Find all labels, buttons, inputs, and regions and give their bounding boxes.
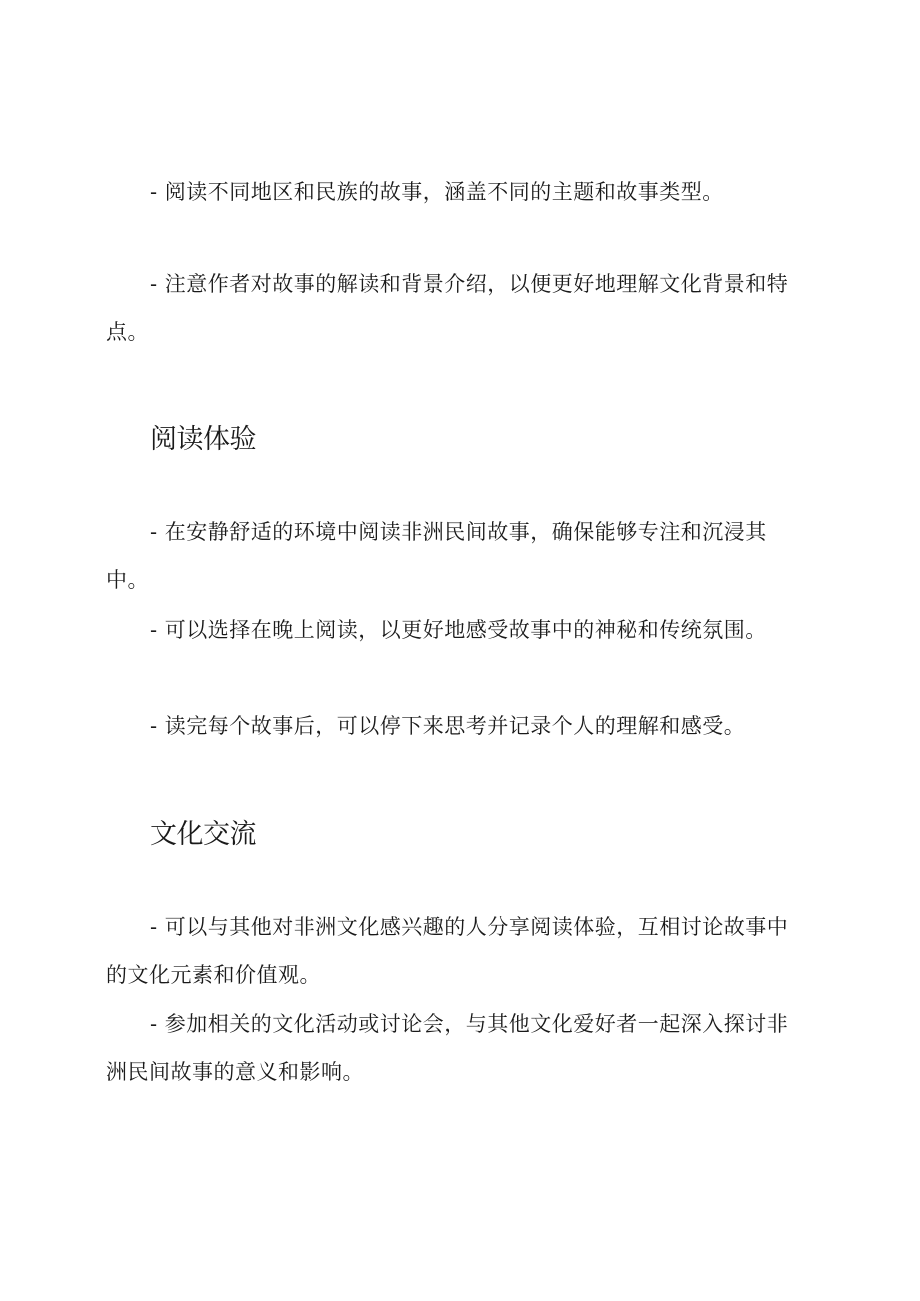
bullet-paragraph: - 在安静舒适的环境中阅读非洲民间故事，确保能够专注和沉浸其中。 xyxy=(106,520,767,592)
section-heading-cultural-exchange: 文化交流 xyxy=(150,819,256,850)
bullet-paragraph: - 读完每个故事后，可以停下来思考并记录个人的理解和感受。 xyxy=(150,714,746,738)
bullet-paragraph: - 参加相关的文化活动或讨论会，与其他文化爱好者一起深入探讨非洲民间故事的意义和影响。 xyxy=(106,1012,789,1084)
bullet-paragraph: - 可以与其他对非洲文化感兴趣的人分享阅读体验，互相讨论故事中的文化元素和价值观。 xyxy=(106,915,789,987)
bullet-paragraph: - 注意作者对故事的解读和背景介绍，以便更好地理解文化背景和特点。 xyxy=(106,272,789,344)
bullet-paragraph: - 可以选择在晚上阅读，以更好地感受故事中的神秘和传统氛围。 xyxy=(150,618,767,642)
bullet-paragraph: - 阅读不同地区和民族的故事，涵盖不同的主题和故事类型。 xyxy=(150,180,724,204)
section-heading-reading-experience: 阅读体验 xyxy=(150,424,256,455)
